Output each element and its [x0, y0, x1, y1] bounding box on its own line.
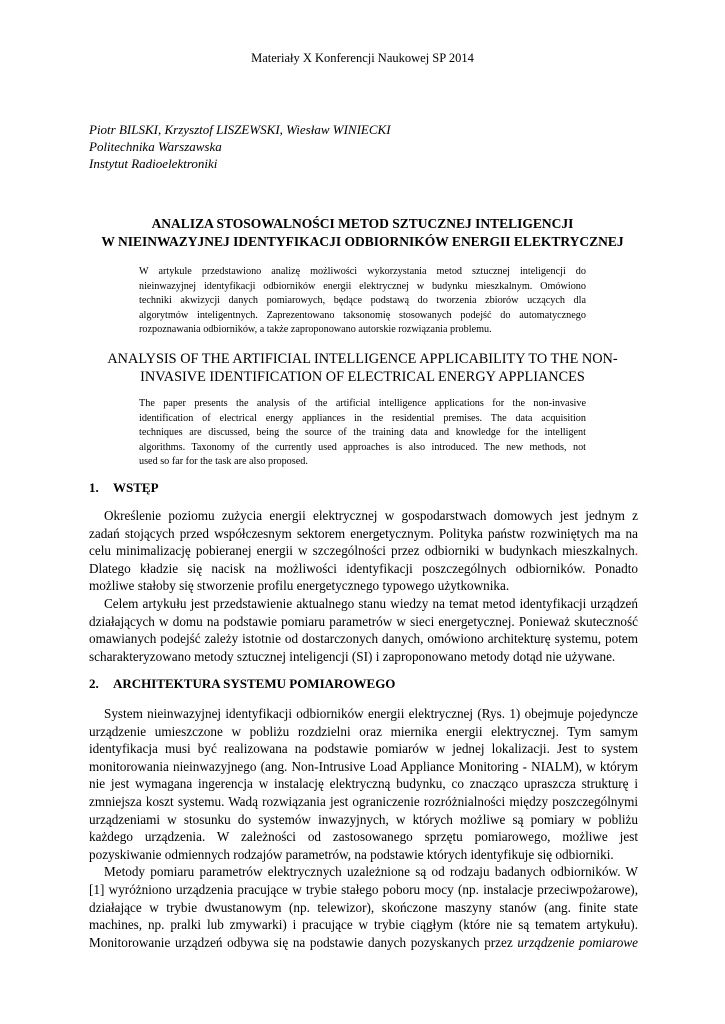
abstract-polish-line: techniki akwizycji danych pomiarowych, będące podstawą do tworzenia zbiorów uczących dla [139, 295, 586, 306]
body-line [89, 934, 638, 952]
body-line: omawianych podejść zależy istotnie od dostarczonych danych, omówiono architekturę systemu, potem [89, 631, 638, 647]
abstract-english-line: techniques are discussed, being the source of the training data and knowledge for the intelligent [139, 427, 586, 438]
body-line: działających w domu na podstawie pomiaru parametrów w sieci energetycznej. Ponieważ skuteczność [89, 613, 638, 629]
body-line: urządzenie umieszczone w pobliżu rozdzielni oraz miernika energii elektrycznej. Tym samym [89, 723, 638, 739]
body-line: każdego urządzenia. W zależności od zastosowanego sprzętu pomiarowego, możliwe jest [89, 829, 638, 845]
section-2-heading [89, 676, 395, 692]
abstract-polish-line: rozpoznawania odbiorników, a także zaproponowano autorskie rozwiązania problemu. [139, 324, 492, 335]
body-line: zadań stojących przed współczesnym sektorem energetycznym. Polityka państw rozwiniętych ma na [89, 525, 638, 541]
title-english-line-1: ANALYSIS OF THE ARTIFICIAL INTELLIGENCE APPLICABILITY TO THE NON- [107, 351, 618, 367]
author-department: Instytut Radioelektroniki [89, 156, 218, 171]
author-names: Piotr BILSKI, Krzysztof LISZEWSKI, Wiesław WINIECKI [89, 122, 391, 137]
body-line: monitorowania nieinwazyjnego (ang. Non-Intrusive Load Appliance Monitoring - NIALM), w którym [89, 758, 638, 774]
author-institution: Politechnika Warszawska [89, 139, 222, 154]
body-line [89, 542, 638, 560]
body-line: [1] wyróżniono urządzenia pracujące w trybie stałego poboru mocy (np. instalacje przeciwpożarowe), [89, 881, 638, 897]
abstract-polish [139, 265, 586, 338]
section-2-body [89, 705, 638, 951]
title-polish-line-2: W NIEINWAZYJNEJ IDENTYFIKACJI ODBIORNIKÓW ENERGII ELEKTRYCZNEJ [101, 234, 624, 249]
abstract-polish-line: nieinwazyjnej identyfikacji odbiorników energii elektrycznej w budynku mieszkalnym. Omówiono [139, 280, 586, 292]
body-line-text: celu minimalizację pobieranej energii w szczególności przez odbiorniki w budynkach mieszkalnych [89, 543, 635, 559]
section-2-title: ARCHITEKTURA SYSTEMU POMIAROWEGO [113, 676, 396, 691]
abstract-english-line: algorithms. Taxonomy of the currently used approaches is also introduced. The new methods, not [139, 441, 586, 453]
section-1-title: WSTĘP [113, 480, 159, 495]
body-line: Dlatego kładzie się nacisk na możliwości identyfikacji poszczególnych odbiorników. Ponadto [89, 560, 638, 576]
abstract-polish-line: algorytmów inteligentnych. Zaprezentowano taksonomię stosowanych podejść do automatycznego [139, 309, 586, 321]
italic-term: urządzenie pomiarowe [517, 934, 639, 950]
abstract-english-line: used so far for the task are also proposed. [139, 456, 308, 467]
section-1-heading [89, 480, 159, 496]
abstract-english [139, 397, 586, 470]
body-line: nie jest wymagana ingerencja w instalację elektryczną budynku, co znacząco upraszcza strukturę i [89, 776, 638, 792]
body-line: możliwe stałoby się stworzenie profilu energetycznego typowego użytkownika. [89, 578, 510, 594]
body-line: Metody pomiaru parametrów elektrycznych uzależnione są od rodzaju badanych odbiorników. W [104, 864, 638, 880]
section-1-number: 1. [89, 480, 99, 495]
body-line: identyfikacja musi być realizowana na podstawie pomiarów w jednej lokalizacji. Jest to system [89, 741, 638, 757]
body-line: machines, np. pralki lub zmywarki) i pracujące w trybie ciągłym (które nie są tematem artykułu). [89, 917, 638, 933]
abstract-english-line: The paper presents the analysis of the artificial intelligence applications for the non-invasive [139, 398, 586, 409]
author-block [89, 121, 391, 172]
body-line: działające w trybie dwustanowym (np. telewizor), skończone maszyny stanów (ang. finite state [89, 899, 638, 915]
title-english-line-2: INVASIVE IDENTIFICATION OF ELECTRICAL ENERGY APPLIANCES [140, 369, 585, 385]
conference-header: Materiały X Konferencji Naukowej SP 2014 [251, 51, 474, 65]
body-line: urządzeniami w stosunku do systemów inwazyjnych, w których możliwe są pomiary w pobliżu [89, 811, 638, 827]
body-line-text: Monitorowanie urządzeń odbywa się na podstawie danych pozyskanych przez [89, 934, 513, 950]
title-polish [0, 215, 725, 251]
body-line: System nieinwazyjnej identyfikacji odbiorników energii elektrycznej (Rys. 1) obejmuje pojedyncze [104, 706, 638, 721]
body-line: zmniejsza koszt systemu. Wadą rozwiązania jest ograniczenie rozróżnialności między poszczególnymi [89, 793, 638, 809]
body-line: pozyskiwanie odmiennych rodzajów parametrów, na podstawie których identyfikuje się odbiorniki. [89, 846, 614, 862]
title-english [0, 350, 725, 386]
body-line: Celem artykułu jest przedstawienie aktualnego stanu wiedzy na temat metod identyfikacji urządzeń [104, 595, 638, 611]
body-line: scharakteryzowano metody sztucznej inteligencji (SI) i zaproponowano metody dotąd nie używane. [89, 648, 616, 664]
abstract-polish-line: W artykule przedstawiono analizę możliwości wykorzystania metod sztucznej inteligencji do [139, 266, 586, 277]
red-period: . [634, 543, 638, 559]
section-1-body [89, 507, 638, 665]
section-2-number: 2. [89, 676, 99, 691]
abstract-english-line: identification of electrical energy appliances in the residential premises. The data acquisition [139, 412, 586, 424]
body-line: Określenie poziomu zużycia energii elektrycznej w gospodarstwach domowych jest jednym z [104, 508, 638, 523]
title-polish-line-1: ANALIZA STOSOWALNOŚCI METOD SZTUCZNEJ INTELIGENCJI [151, 216, 574, 231]
